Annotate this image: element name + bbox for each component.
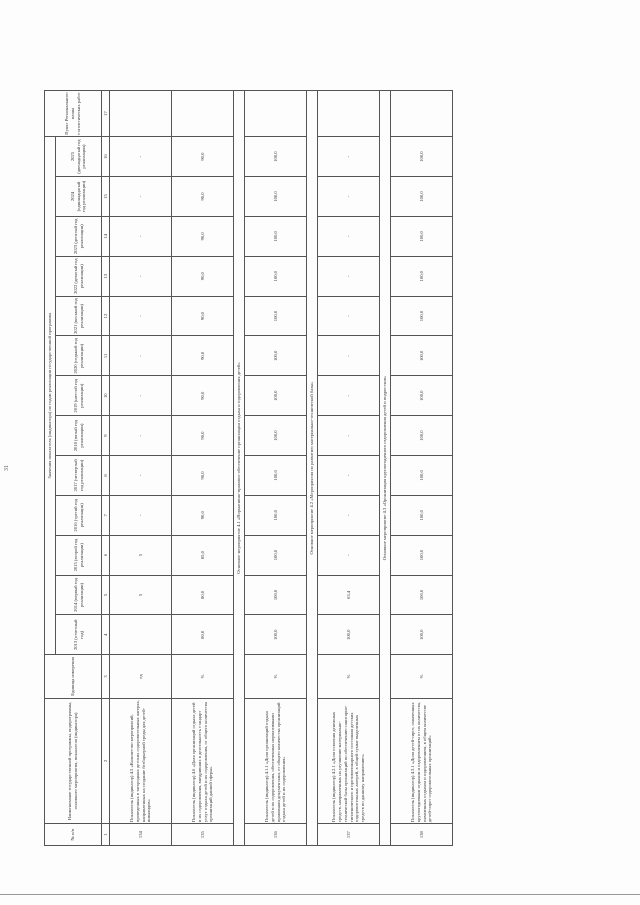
column-number-row [102,91,110,846]
value-cell [110,615,172,655]
column-number: 7 [102,495,110,535]
value-cell: - [318,216,380,256]
header-year: 2015 (второй год реализации) [56,535,102,575]
source-cell [245,91,307,137]
table-row [172,91,234,846]
value-cell: 80,0 [172,615,234,655]
value-cell: - [110,256,172,296]
row-number: 137 [318,824,380,846]
value-cell: 100,0 [245,256,307,296]
value-cell: - [110,495,172,535]
unit-cell: % [391,655,453,698]
value-cell: - [110,177,172,217]
value-cell: 100,0 [245,575,307,615]
column-number: 12 [102,296,110,336]
value-cell: 100,0 [391,216,453,256]
column-number: 17 [102,91,110,137]
value-cell: 100,0 [245,336,307,376]
value-cell: 100,0 [391,256,453,296]
header-values-group: Значения показателя (индикатора) по годам реализации государственной программы [45,137,56,655]
section-row [234,91,245,846]
unit-cell: % [172,655,234,698]
value-cell: - [110,137,172,177]
value-cell: 80,0 [172,575,234,615]
value-cell: - [110,296,172,336]
header-number: № п/п [45,824,102,846]
value-cell: - [318,296,380,336]
value-cell: 5 [110,535,172,575]
value-cell: 90,0 [172,256,234,296]
header-year: 2013 (отчетный год) [56,615,102,655]
value-cell: 90,0 [172,336,234,376]
value-cell: 100,0 [245,495,307,535]
table-row [391,91,453,846]
column-number: 13 [102,256,110,296]
header-source: Пункт Регионального плана статистических работ [45,91,102,137]
value-cell: - [110,416,172,456]
indicator-name: Показатель (индикатор) 4.3.1 «Доля детей-сирот, охваченных круглогодичным отдыхом и оздоровлением от их количества, охваченных отдыхом и оздоровлением, в общем количестве детей-сирот оздоровительных организаций» [391,698,453,824]
unit-cell: % [318,655,380,698]
header-year: 2021 (восьмой год реализации) [56,296,102,336]
header-year: 2019 (шестой год реализации) [56,376,102,416]
row-number: 134 [110,824,172,846]
value-cell: 100,0 [245,455,307,495]
value-cell: 100,0 [391,177,453,217]
section-title: Основное мероприятие 4.1 «Нормативно-правовое обеспечение организации отдыха и оздоровления детей» [234,91,245,846]
column-number: 16 [102,137,110,177]
value-cell: 90,0 [172,177,234,217]
value-cell: 100,0 [391,495,453,535]
header-year: 2023 (десятый год реализации) [56,216,102,256]
value-cell: - [318,137,380,177]
value-cell: 90,0 [172,495,234,535]
source-cell [110,91,172,137]
source-cell [318,91,380,137]
header-year: 2018 (пятый год реализации) [56,416,102,456]
indicators-table [44,90,453,846]
value-cell: - [110,455,172,495]
value-cell: - [318,336,380,376]
header-year: 2024 (одиннадцатый год реализации) [56,177,102,217]
value-cell: 100,0 [391,336,453,376]
value-cell: 100,0 [391,376,453,416]
value-cell: 63,4 [318,575,380,615]
value-cell: - [318,177,380,217]
indicator-name: Показатель (индикатор) 4.6 «Доля организаций отдыха детей и их оздоровления, внедривших в деятельность стандарт услуг отдыха детей и их оздоровления, от общего количества организаций данной сферы» [172,698,234,824]
header-row-top [45,91,56,846]
header-name: Наименование государственной программы, подпрограммы, основного мероприятия, показателя (индикатора) [45,698,102,824]
column-number: 3 [102,655,110,698]
value-cell: 5 [110,575,172,615]
value-cell: 90,0 [172,296,234,336]
value-cell: 90,0 [172,416,234,456]
rotated-table-sheet [4,90,444,846]
section-row [380,91,391,846]
column-number: 2 [102,698,110,824]
column-number: 9 [102,416,110,456]
source-cell [172,91,234,137]
value-cell: - [318,455,380,495]
column-number: 4 [102,615,110,655]
value-cell: 90,0 [172,137,234,177]
value-cell: - [110,336,172,376]
value-cell: - [318,256,380,296]
column-number: 8 [102,455,110,495]
value-cell: 100,0 [245,535,307,575]
header-year: 2020 (седьмой год реализации) [56,336,102,376]
header-year: 2022 (девятый год реализации) [56,256,102,296]
value-cell: 100,0 [391,137,453,177]
value-cell: - [318,535,380,575]
value-cell: 90,0 [172,455,234,495]
value-cell: 100,0 [245,177,307,217]
value-cell: 100,0 [391,535,453,575]
indicator-name: Показатель (индикатор) 4.1.1 «Доля организаций отдыха детей и их оздоровления, обеспеченных нормативными правовыми документами, от общего количества организаций отдыха детей и их оздоровления» [245,698,307,824]
column-number: 11 [102,336,110,376]
value-cell: 100,0 [245,416,307,456]
header-year: 2017 (четвертый год реализации) [56,455,102,495]
indicator-name: Показатель (индикатор) 4.2.1 «Доля освоения денежных средств, направленных на улучшение материально-технической базы организаций по обеспечению санитарно-гигиенического и противопожарного состояния детских оздоровительных лагерей, в общей сумме выделенных средств по данному направлению» [318,698,380,824]
value-cell: - [110,376,172,416]
unit-cell: ед [110,655,172,698]
table-row [318,91,380,846]
value-cell: 100,0 [245,296,307,336]
page-number: 31 [4,465,10,471]
value-cell: 90,0 [172,376,234,416]
value-cell: - [318,376,380,416]
value-cell: 100,0 [245,376,307,416]
indicator-name: Показатель (индикатор) 4.5 «Количество мероприятий, проведенных в загородных детских оздоровительных лагерях, направленных на создание безбарьерной среды для детей-инвалидов» [110,698,172,824]
value-cell: 90,0 [172,216,234,256]
header-year: 2025 (двенадцатый год реализации) [56,137,102,177]
row-number: 135 [172,824,234,846]
table-row [245,91,307,846]
header-year: 2016 (третий год реализации) [56,495,102,535]
header-year: 2014 (первый год реализации) [56,575,102,615]
column-number: 10 [102,376,110,416]
value-cell: 85,0 [172,535,234,575]
value-cell: - [318,495,380,535]
value-cell: 100,0 [391,575,453,615]
header-unit: Единица измерения [45,655,102,698]
row-number: 138 [391,824,453,846]
section-row [307,91,318,846]
value-cell: 100,0 [391,296,453,336]
source-cell [391,91,453,137]
value-cell: - [318,416,380,456]
value-cell: 100,0 [318,615,380,655]
table-row [110,91,172,846]
row-number: 136 [245,824,307,846]
column-number: 5 [102,575,110,615]
scan-edge-line [0,894,640,895]
value-cell: 100,0 [245,216,307,256]
section-title: Основное мероприятие 4.3 «Организация круглогодичного оздоровления детей и подростков» [380,91,391,846]
value-cell: 100,0 [391,416,453,456]
value-cell: 100,0 [245,137,307,177]
value-cell: - [110,216,172,256]
column-number: 14 [102,216,110,256]
section-title: Основное мероприятие 4.2 «Мероприятия по развитию материально-технической базы» [307,91,318,846]
column-number: 15 [102,177,110,217]
column-number: 6 [102,535,110,575]
value-cell: 100,0 [391,455,453,495]
unit-cell: % [245,655,307,698]
column-number: 1 [102,824,110,846]
value-cell: 100,0 [391,615,453,655]
value-cell: 100,0 [245,615,307,655]
